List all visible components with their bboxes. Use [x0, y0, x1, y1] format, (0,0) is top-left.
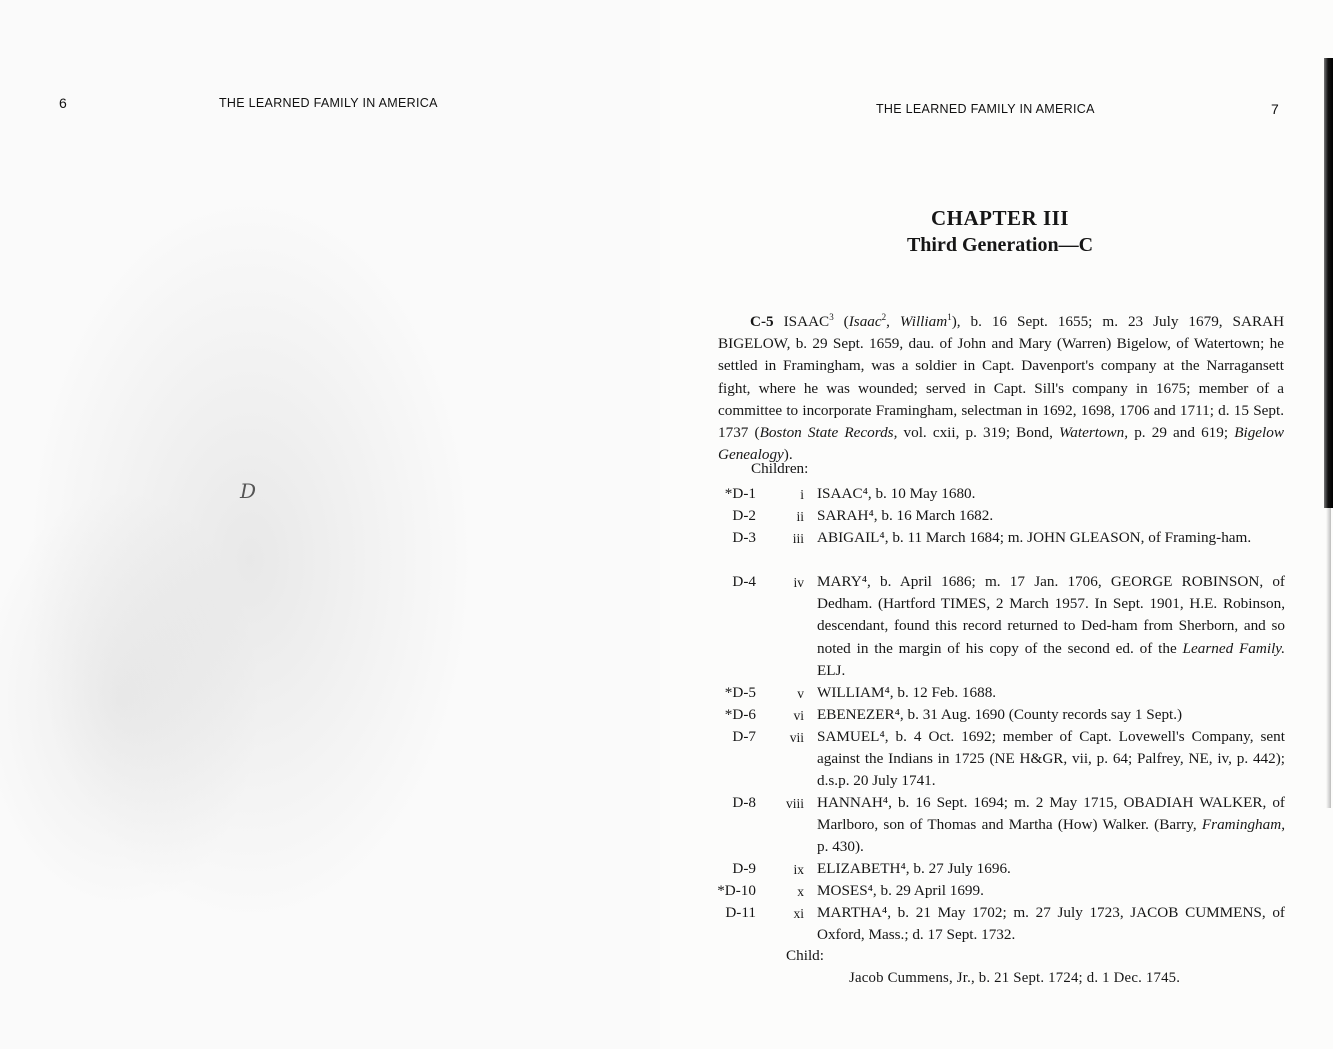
child-number: D-3	[732, 529, 756, 546]
child-roman: xi	[793, 906, 804, 921]
child-text: HANNAH⁴, b. 16 Sept. 1694; m. 2 May 1715, OBADIAH WALKER, of Marlboro, son of Thomas and Martha (How) Walker. (Barry, Framingham, p. 430).	[817, 794, 1285, 856]
genealogy-entry	[718, 306, 1284, 466]
entry-text: ,	[886, 313, 900, 331]
child-number: D-9	[732, 860, 756, 877]
child-roman: vii	[789, 730, 804, 745]
child-text: SAMUEL⁴, b. 4 Oct. 1692; member of Capt. Lovewell's Company, sent against the Indians in 1725 (NE H&GR, vii, p. 64; Palfrey, NE, iv, p. 442); d.s.p. 20 July 1741.	[817, 728, 1285, 790]
chapter-title: CHAPTER III	[931, 206, 1069, 230]
entry-source: Bigelow Genealogy	[718, 424, 1284, 464]
child-label: Child:	[786, 947, 824, 964]
child-roman: i	[800, 487, 804, 502]
margin-mark: D	[240, 479, 257, 503]
right-running-head: THE LEARNED FAMILY IN AMERICA	[876, 102, 1095, 116]
entry-id: C-5	[750, 313, 774, 331]
child-number: *D-6	[724, 706, 756, 723]
entry-text: (	[843, 313, 849, 331]
child-roman: iv	[793, 575, 804, 590]
left-page-number: 6	[59, 95, 67, 111]
child-number: *D-10	[717, 882, 756, 899]
child-text: MARY⁴, b. April 1686; m. 17 Jan. 1706, GEORGE ROBINSON, of Dedham. (Hartford TIMES, 2 March 1957. In Sept. 1901, H.E. Robinson, descendant, found this record returned to Ded-ham from Sherborn, and so noted in the margin of his copy of the second ed. of the Learned Family. ELJ.	[817, 573, 1285, 679]
page-edge-shadow-lower	[1326, 508, 1331, 808]
child-roman: ii	[796, 509, 804, 524]
child-text: MARTHA⁴, b. 21 May 1702; m. 27 July 1723, JACOB CUMMENS, of Oxford, Mass.; d. 17 Sept. 1732.	[817, 904, 1285, 944]
children-label: Children:	[751, 460, 809, 477]
child-number: D-7	[732, 728, 756, 745]
entry-text: vol. cxii, p. 319; Bond,	[897, 424, 1060, 442]
entry-name: ISAAC	[783, 313, 830, 331]
entry-parent-gen: 2	[881, 312, 887, 322]
page-edge-shadow	[1324, 58, 1333, 508]
child-number: *D-1	[724, 485, 756, 502]
child-number: D-11	[725, 904, 756, 921]
left-running-head: THE LEARNED FAMILY IN AMERICA	[219, 96, 438, 110]
child-text: ABIGAIL⁴, b. 11 March 1684; m. JOHN GLEASON, of Framing-ham.	[817, 529, 1252, 546]
entry-source: Boston State Records,	[759, 424, 898, 442]
entry-text: p. 29 and 619;	[1128, 424, 1235, 442]
child-number: D-8	[732, 794, 756, 811]
child-text: ISAAC⁴, b. 10 May 1680.	[817, 485, 976, 502]
child-roman: viii	[785, 796, 804, 811]
grandchild-entry: Jacob Cummens, Jr., b. 21 Sept. 1724; d. 1 Dec. 1745.	[849, 970, 1181, 986]
child-number: D-2	[732, 507, 756, 524]
child-text: ELIZABETH⁴, b. 27 July 1696.	[817, 860, 1011, 877]
entry-source: Watertown,	[1059, 424, 1129, 442]
child-text: WILLIAM⁴, b. 12 Feb. 1688.	[817, 684, 997, 701]
child-text: EBENEZER⁴, b. 31 Aug. 1690 (County records say 1 Sept.)	[817, 706, 1183, 723]
child-roman: vi	[793, 708, 804, 723]
child-roman: iii	[792, 531, 804, 546]
entry-generation: 3	[829, 312, 834, 322]
left-page	[0, 0, 660, 1049]
entry-text: ).	[783, 446, 793, 464]
entry-grandparent: William	[899, 313, 948, 331]
right-page-number: 7	[1271, 101, 1279, 117]
child-number: D-4	[732, 573, 756, 590]
chapter-subtitle: Third Generation—C	[906, 234, 1094, 256]
child-roman: ix	[793, 862, 804, 877]
child-text: SARAH⁴, b. 16 March 1682.	[817, 507, 994, 524]
entry-grandparent-gen: 1	[947, 312, 952, 322]
child-number: *D-5	[724, 684, 756, 701]
child-roman: x	[797, 884, 804, 899]
entry-parent: Isaac	[848, 313, 882, 331]
entry-text: ), b. 16 Sept. 1655; m. 23 July 1679, SARAH BIGELOW, b. 29 Sept. 1659, dau. of John and Mary (Warren) Bigelow, of Watertown; he settled in Framingham, was a soldier in Capt. Davenport's company at the Narragansett fight, where he was wounded; served in Capt. Sill's company in 1675; member of a committee to incorporate Framingham, selectman in 1692, 1698, 1706 and 1711; d. 15 Sept. 1737 (	[718, 313, 1285, 442]
child-text: MOSES⁴, b. 29 April 1699.	[817, 882, 984, 899]
child-roman: v	[797, 686, 804, 701]
